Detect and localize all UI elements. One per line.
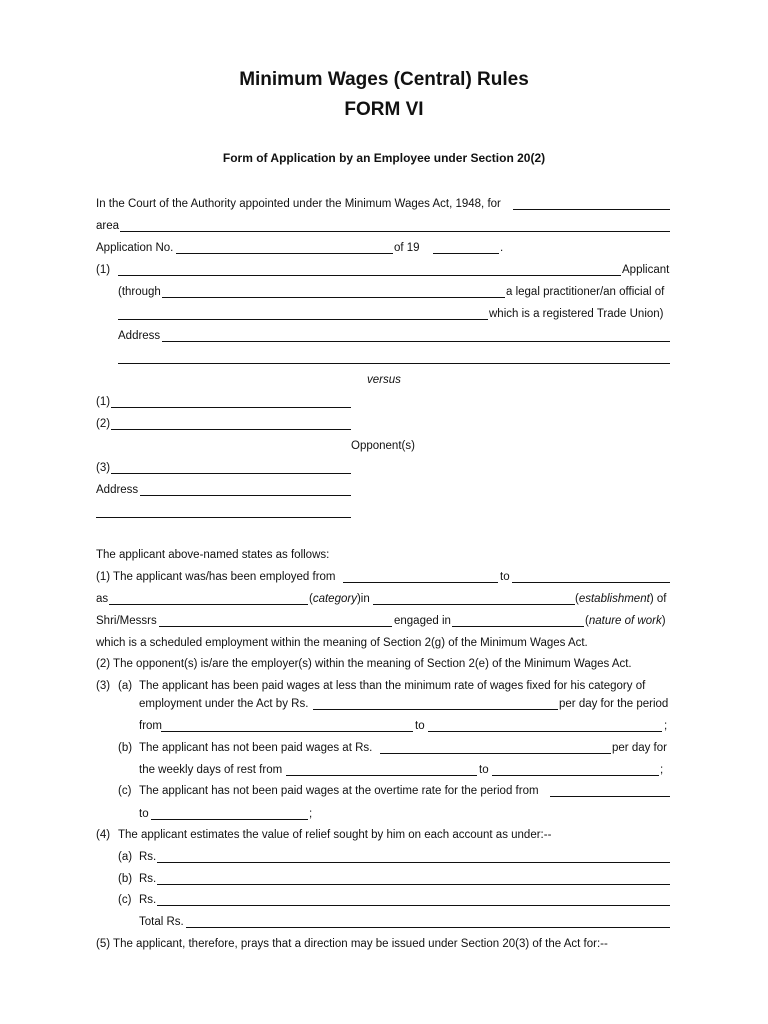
overtime-to-label: to (139, 808, 149, 820)
overtime-to-field[interactable] (151, 819, 308, 820)
opponents-label: Opponent(s) (351, 440, 415, 452)
application-no-label: Application No. (96, 242, 174, 254)
form-subtitle: Form of Application by an Employee under Section 20(2) (222, 151, 546, 165)
overtime-from-field[interactable] (550, 796, 670, 797)
opponent-3-field[interactable] (111, 473, 351, 474)
period-from-label: from (139, 720, 162, 732)
opponent-3-number: (3) (96, 462, 111, 474)
semicolon-b: ; (660, 764, 664, 776)
statement-intro: The applicant above-named states as follows: (96, 549, 330, 561)
versus-label: versus (367, 374, 401, 386)
opponent-address-label: Address (96, 484, 139, 496)
scheduled-employment-text: which is a scheduled employment within the meaning of Section 2(g) of the Minimum Wages Act. (96, 637, 588, 649)
establishment-label: (establishment) of (575, 593, 667, 605)
as-label: as (96, 593, 109, 605)
relief-c-number: (c) (118, 894, 132, 906)
relief-b-number: (b) (118, 873, 133, 885)
through-field[interactable] (162, 297, 505, 298)
form-number: FORM VI (344, 99, 424, 120)
period-to-label: to (415, 720, 425, 732)
employed-to-field[interactable] (512, 582, 670, 583)
opponent-address-field[interactable] (140, 495, 351, 496)
engaged-in-field[interactable] (452, 626, 584, 627)
item-5-text: (5) The applicant, therefore, prays that a direction may be issued under Section 20(3) of the Act for:-- (96, 938, 608, 950)
rest-day-wage-field[interactable] (380, 753, 611, 754)
application-no-field[interactable] (176, 253, 393, 254)
item-4-number: (4) (96, 829, 111, 841)
applicant-label: Applicant (622, 264, 670, 276)
category-field[interactable] (109, 604, 308, 605)
per-day-for-label: per day for (612, 742, 667, 754)
legal-practitioner-label: a legal practitioner/an official of (506, 286, 665, 298)
area-label: area (96, 220, 120, 232)
shri-messrs-label: Shri/Messrs (96, 615, 157, 627)
employed-from-label: (1) The applicant was/has been employed from (96, 571, 336, 583)
shri-messrs-field[interactable] (159, 626, 392, 627)
trade-union-label: which is a registered Trade Union) (489, 308, 664, 320)
relief-a-number: (a) (118, 851, 133, 863)
applicant-address-label: Address (118, 330, 161, 342)
rest-to-field[interactable] (492, 775, 659, 776)
applicant-number: (1) (96, 264, 111, 276)
relief-c-field[interactable] (157, 905, 670, 906)
court-area-field[interactable] (513, 209, 670, 210)
form-title: Minimum Wages (Central) Rules (239, 69, 529, 90)
semicolon-a: ; (664, 720, 668, 732)
item-3a-number: (a) (118, 680, 133, 692)
weekly-rest-label: the weekly days of rest from (139, 764, 283, 776)
applicant-address-field-2[interactable] (118, 363, 670, 364)
trade-union-field[interactable] (118, 319, 488, 320)
item-3c-text: The applicant has not been paid wages at the overtime rate for the period from (139, 785, 539, 797)
item-3a-text: The applicant has been paid wages at less than the minimum rate of wages fixed for his category of (139, 680, 646, 692)
employed-from-field[interactable] (343, 582, 498, 583)
item-3-number: (3) (96, 680, 111, 692)
opponent-1-number: (1) (96, 396, 111, 408)
nature-of-work-label: (nature of work) (585, 615, 666, 627)
applicant-name-field[interactable] (118, 275, 621, 276)
relief-a-field[interactable] (157, 862, 670, 863)
period-from-field[interactable] (161, 731, 413, 732)
relief-c-rs-label: Rs. (139, 894, 157, 906)
item-3b-text: The applicant has not been paid wages at Rs. (139, 742, 373, 754)
per-day-period-label: per day for the period (559, 698, 669, 710)
through-label: (through (118, 286, 161, 298)
period-mark: . (500, 242, 504, 254)
rest-from-field[interactable] (286, 775, 477, 776)
of-19-label: of 19 (394, 242, 420, 254)
year-field[interactable] (433, 253, 499, 254)
item-3b-number: (b) (118, 742, 133, 754)
opponent-2-number: (2) (96, 418, 111, 430)
category-label: (category)in (309, 593, 370, 605)
employed-to-label: to (500, 571, 510, 583)
total-rs-label: Total Rs. (139, 916, 184, 928)
rest-to-label: to (479, 764, 489, 776)
opponent-address-field-2[interactable] (96, 517, 351, 518)
relief-a-rs-label: Rs. (139, 851, 157, 863)
court-line: In the Court of the Authority appointed under the Minimum Wages Act, 1948, for (96, 198, 501, 210)
item-3a-text-2: employment under the Act by Rs. (139, 698, 309, 710)
item-4-text: The applicant estimates the value of relief sought by him on each account as under:-- (118, 829, 552, 841)
relief-b-rs-label: Rs. (139, 873, 157, 885)
total-field[interactable] (186, 927, 670, 928)
applicant-address-field[interactable] (162, 341, 670, 342)
underpaid-amount-field[interactable] (313, 709, 558, 710)
item-3c-number: (c) (118, 785, 132, 797)
engaged-in-label: engaged in (394, 615, 451, 627)
period-to-field[interactable] (428, 731, 662, 732)
establishment-field[interactable] (373, 604, 575, 605)
relief-b-field[interactable] (157, 884, 670, 885)
area-field[interactable] (120, 231, 670, 232)
semicolon-c: ; (309, 808, 313, 820)
opponent-employer-text: (2) The opponent(s) is/are the employer(s) within the meaning of Section 2(e) of the Minimum Wages Act. (96, 658, 632, 670)
opponent-1-field[interactable] (111, 407, 351, 408)
opponent-2-field[interactable] (111, 429, 351, 430)
